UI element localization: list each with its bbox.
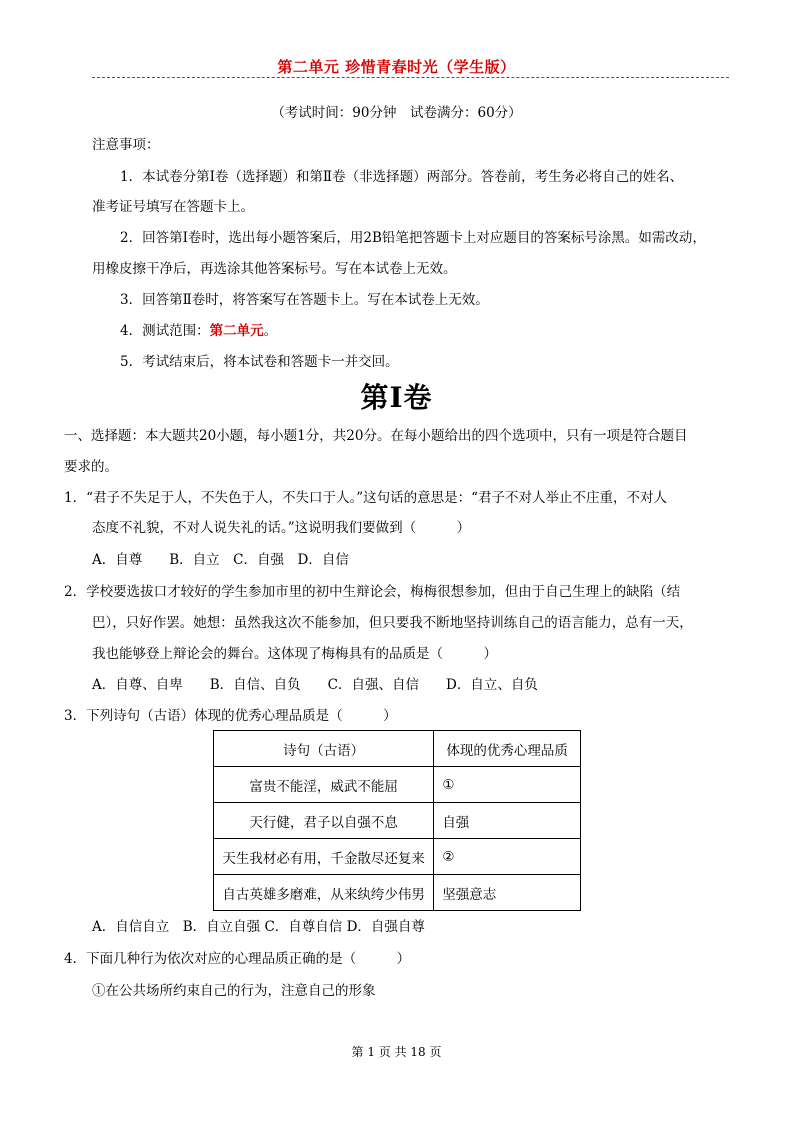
table-cell: ② bbox=[434, 839, 581, 875]
table-row bbox=[214, 767, 581, 803]
question-3-options: A．自信自立 B．自立自强 C．自尊自信 D．自强自尊 bbox=[92, 919, 425, 935]
notice-item-4-prefix: 4．测试范围： bbox=[120, 323, 210, 339]
section-1-instructions-line-1: 一、选择题：本大题共20小题，每小题1分，共20分。在每小题给出的四个选项中，只有一项是符合题目 bbox=[64, 428, 688, 444]
notice-item-3: 3．回答第Ⅱ卷时，将答案写在答题卡上。写在本试卷上无效。 bbox=[120, 292, 489, 308]
volume-title: 第Ⅰ卷 bbox=[360, 381, 433, 414]
test-scope: 第二单元 bbox=[209, 323, 264, 339]
question-2-line-3: 我也能够登上辩论会的舞台。这体现了梅梅具有的品质是（ ） bbox=[92, 646, 497, 662]
table-row bbox=[214, 839, 581, 875]
question-1-line-2: 态度不礼貌，不对人说失礼的话。”这说明我们要做到（ ） bbox=[92, 520, 471, 536]
question-1-line-1: 1．“君子不失足于人，不失色于人，不失口于人。”这句话的意思是：“君子不对人举止不庄重，不对人 bbox=[64, 490, 668, 506]
table-header-cell: 诗句（古语） bbox=[214, 731, 434, 767]
table-row bbox=[214, 875, 581, 911]
table-cell: 富贵不能淫，威武不能屈 bbox=[214, 767, 434, 803]
notice-item-4-suffix: 。 bbox=[263, 323, 278, 339]
section-1-instructions-line-2: 要求的。 bbox=[64, 459, 118, 475]
page-header-title: 第二单元 珍惜青春时光（学生版） bbox=[277, 58, 516, 76]
notice-item-1-line-2: 准考证号填写在答题卡上。 bbox=[92, 199, 254, 215]
notice-heading: 注意事项： bbox=[92, 137, 160, 153]
notice-item-4 bbox=[120, 322, 277, 340]
question-3-stem: 3．下列诗句（古语）体现的优秀心理品质是（ ） bbox=[64, 708, 397, 724]
question-1-options: A．自尊 B．自立 C．自强 D．自信 bbox=[92, 552, 349, 568]
notice-item-1-line-1: 1．本试卷分第Ⅰ卷（选择题）和第Ⅱ卷（非选择题）两部分。答卷前，考生务必将自己的姓名、 bbox=[120, 169, 684, 185]
header-divider bbox=[92, 77, 729, 78]
notice-item-2-line-1: 2．回答第Ⅰ卷时，选出每小题答案后，用2B铅笔把答题卡上对应题目的答案标号涂黑。如需改动， bbox=[120, 230, 706, 246]
table-header-cell: 体现的优秀心理品质 bbox=[434, 731, 581, 767]
table-cell: ① bbox=[434, 767, 581, 803]
table-cell: 自强 bbox=[434, 803, 581, 839]
question-4-item-1: ①在公共场所约束自己的行为，注意自己的形象 bbox=[92, 983, 376, 999]
table-row bbox=[214, 803, 581, 839]
exam-info: （考试时间：90分钟 试卷满分：60分） bbox=[271, 105, 522, 121]
notice-item-5: 5．考试结束后，将本试卷和答题卡一并交回。 bbox=[120, 354, 399, 370]
table-cell: 自古英雄多磨难，从来纨绔少伟男 bbox=[214, 875, 434, 911]
notice-item-2-line-2: 用橡皮擦干净后，再选涂其他答案标号。写在本试卷上无效。 bbox=[92, 261, 457, 277]
question-2-options: A．自尊、自卑 B．自信、自负 C．自强、自信 D．自立、自负 bbox=[92, 677, 538, 693]
table-cell: 天行健，君子以自强不息 bbox=[214, 803, 434, 839]
page-footer: 第 1 页 共 18 页 bbox=[351, 1045, 442, 1059]
question-3-table bbox=[213, 730, 581, 911]
table-header-row bbox=[214, 731, 581, 767]
question-2-line-1: 2．学校要选拔口才较好的学生参加市里的初中生辩论会，梅梅很想参加，但由于自己生理上的缺陷（结 bbox=[64, 584, 681, 600]
table-cell: 天生我材必有用，千金散尽还复来 bbox=[214, 839, 434, 875]
question-2-line-2: 巴），只好作罢。她想：虽然我这次不能参加，但只要我不断地坚持训练自己的语言能力，总有一天， bbox=[92, 615, 693, 631]
table-cell: 坚强意志 bbox=[434, 875, 581, 911]
question-4-stem: 4．下面几种行为依次对应的心理品质正确的是（ ） bbox=[64, 951, 411, 967]
